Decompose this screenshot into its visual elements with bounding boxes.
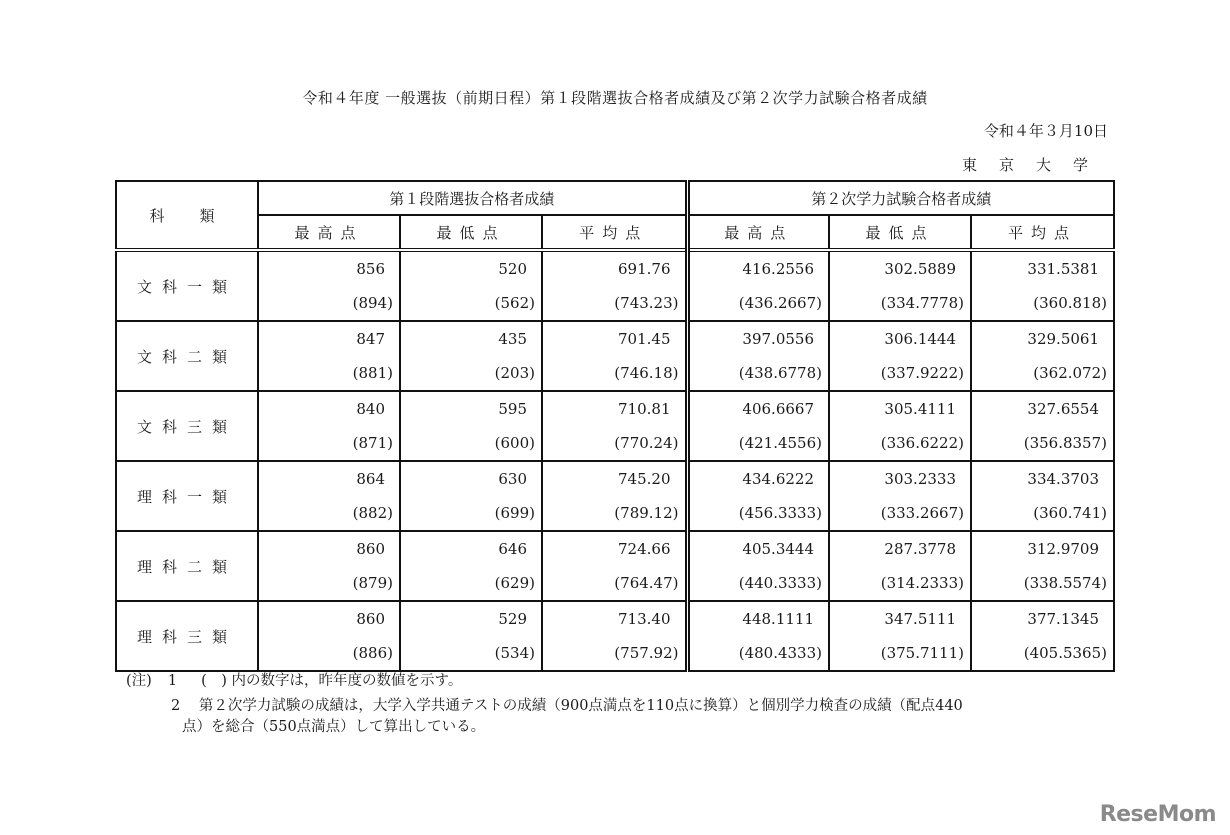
- previous-year-value: (375.7111): [880, 644, 964, 662]
- score-cell: [687, 531, 829, 601]
- current-value: 595: [498, 400, 527, 418]
- column-header: 平均点: [542, 215, 687, 250]
- current-value: 312.9709: [1027, 540, 1099, 558]
- table-row: [116, 531, 1114, 601]
- previous-year-value: (203): [494, 364, 535, 382]
- previous-year-value: (881): [352, 364, 393, 382]
- previous-year-value: (480.4333): [738, 644, 822, 662]
- page-title: 令和４年度 一般選抜（前期日程）第１段階選抜合格者成績及び第２次学力試験合格者成績: [302, 89, 928, 107]
- note-1-number: 1: [167, 673, 178, 689]
- previous-year-value: (879): [352, 574, 393, 592]
- previous-year-value: (629): [494, 574, 535, 592]
- current-value: 287.3778: [884, 540, 956, 558]
- score-cell: [971, 391, 1114, 461]
- current-value: 856: [356, 260, 385, 278]
- current-value: 630: [498, 470, 527, 488]
- score-cell: [829, 250, 971, 321]
- previous-year-value: (334.7778): [880, 294, 964, 312]
- score-cell: [400, 391, 542, 461]
- score-cell: [971, 250, 1114, 321]
- score-cell: [829, 321, 971, 391]
- score-cell: [971, 531, 1114, 601]
- current-value: 331.5381: [1027, 260, 1099, 278]
- previous-year-value: (456.3333): [738, 504, 822, 522]
- current-value: 303.2333: [884, 470, 956, 488]
- previous-year-value: (894): [352, 294, 393, 312]
- score-cell: [971, 601, 1114, 671]
- current-value: 434.6222: [742, 470, 814, 488]
- current-value: 302.5889: [884, 260, 956, 278]
- score-cell: [542, 601, 687, 671]
- note-2-text: 第２次学力試験の成績は，大学入学共通テストの成績（900点満点を110点に換算）と個別学力検査の成績（配点440: [198, 698, 963, 714]
- table-row: [116, 601, 1114, 671]
- current-value: 448.1111: [742, 610, 814, 628]
- column-header: 最高点: [687, 215, 829, 250]
- previous-year-value: (360.818): [1033, 294, 1107, 312]
- note-2-number: 2: [171, 698, 181, 714]
- previous-year-value: (337.9222): [880, 364, 964, 382]
- previous-year-value: (333.2667): [880, 504, 964, 522]
- previous-year-value: (882): [352, 504, 393, 522]
- previous-year-value: (699): [494, 504, 535, 522]
- score-cell: [687, 250, 829, 321]
- score-cell: [258, 391, 400, 461]
- current-value: 724.66: [618, 540, 671, 558]
- current-value: 305.4111: [884, 400, 956, 418]
- current-value: 327.6554: [1027, 400, 1099, 418]
- current-value: 840: [356, 400, 385, 418]
- previous-year-value: (356.8357): [1023, 434, 1107, 452]
- category-cell: 文科三類: [116, 391, 258, 461]
- score-cell: [829, 391, 971, 461]
- current-value: 745.20: [618, 470, 671, 488]
- score-cell: [258, 250, 400, 321]
- current-value: 397.0556: [742, 330, 814, 348]
- category-cell: 理科一類: [116, 461, 258, 531]
- previous-year-value: (789.12): [614, 504, 679, 522]
- notes: [126, 671, 1121, 738]
- table-row: [116, 461, 1114, 531]
- score-cell: [687, 321, 829, 391]
- score-cell: [258, 531, 400, 601]
- previous-year-value: (757.92): [614, 644, 679, 662]
- note-1-text: ( ) 内の数字は，昨年度の数値を示す。: [201, 673, 463, 689]
- current-value: 710.81: [618, 400, 671, 418]
- previous-year-value: (338.5574): [1023, 574, 1107, 592]
- previous-year-value: (534): [494, 644, 535, 662]
- category-cell: 文科二類: [116, 321, 258, 391]
- score-cell: [687, 461, 829, 531]
- current-value: 435: [498, 330, 527, 348]
- current-value: 334.3703: [1027, 470, 1099, 488]
- previous-year-value: (746.18): [614, 364, 679, 382]
- previous-year-value: (440.3333): [738, 574, 822, 592]
- column-header: 平均点: [971, 215, 1114, 250]
- current-value: 377.1345: [1027, 610, 1099, 628]
- column-header: 最低点: [829, 215, 971, 250]
- group-header-second-exam: 第２次学力試験合格者成績: [687, 181, 1114, 215]
- current-value: 306.1444: [884, 330, 956, 348]
- previous-year-value: (360.741): [1033, 504, 1107, 522]
- note-2-continuation: 点）を総合（550点満点）して算出している。: [182, 719, 486, 735]
- previous-year-value: (886): [352, 644, 393, 662]
- column-header: 最低点: [400, 215, 542, 250]
- current-value: 416.2556: [742, 260, 814, 278]
- current-value: 406.6667: [742, 400, 814, 418]
- table-row: [116, 391, 1114, 461]
- score-cell: [829, 461, 971, 531]
- results-table: [115, 180, 1115, 672]
- current-value: 691.76: [618, 260, 671, 278]
- previous-year-value: (562): [494, 294, 535, 312]
- current-value: 329.5061: [1027, 330, 1099, 348]
- current-value: 529: [498, 610, 527, 628]
- previous-year-value: (405.5365): [1023, 644, 1107, 662]
- previous-year-value: (871): [352, 434, 393, 452]
- score-cell: [687, 601, 829, 671]
- category-cell: 文科一類: [116, 250, 258, 321]
- table-row: [116, 250, 1114, 321]
- current-value: 520: [498, 260, 527, 278]
- previous-year-value: (438.6778): [738, 364, 822, 382]
- current-value: 701.45: [618, 330, 671, 348]
- current-value: 847: [356, 330, 385, 348]
- category-cell: 理科二類: [116, 531, 258, 601]
- score-cell: [542, 391, 687, 461]
- category-cell: 理科三類: [116, 601, 258, 671]
- score-cell: [400, 321, 542, 391]
- score-cell: [400, 250, 542, 321]
- previous-year-value: (436.2667): [738, 294, 822, 312]
- previous-year-value: (743.23): [614, 294, 679, 312]
- current-value: 713.40: [618, 610, 671, 628]
- score-cell: [258, 321, 400, 391]
- group-header-first-stage: 第１段階選抜合格者成績: [258, 181, 687, 215]
- previous-year-value: (314.2333): [880, 574, 964, 592]
- document-date: 令和４年３月10日: [983, 122, 1108, 140]
- current-value: 646: [498, 540, 527, 558]
- organization-name: 東京大学: [961, 156, 1110, 174]
- resemom-logo: ReseMom: [1099, 802, 1216, 827]
- score-cell: [542, 461, 687, 531]
- score-cell: [400, 461, 542, 531]
- previous-year-value: (600): [494, 434, 535, 452]
- score-cell: [971, 461, 1114, 531]
- current-value: 347.5111: [884, 610, 956, 628]
- score-cell: [542, 250, 687, 321]
- notes-label: (注): [126, 673, 152, 689]
- score-cell: [258, 601, 400, 671]
- score-cell: [971, 321, 1114, 391]
- current-value: 860: [356, 610, 385, 628]
- score-cell: [542, 531, 687, 601]
- previous-year-value: (336.6222): [880, 434, 964, 452]
- current-value: 860: [356, 540, 385, 558]
- category-header: 科 類: [116, 181, 258, 250]
- column-header: 最高点: [258, 215, 400, 250]
- previous-year-value: (421.4556): [738, 434, 822, 452]
- score-cell: [829, 601, 971, 671]
- score-cell: [687, 391, 829, 461]
- current-value: 864: [356, 470, 385, 488]
- score-cell: [400, 531, 542, 601]
- current-value: 405.3444: [742, 540, 814, 558]
- table-row: [116, 321, 1114, 391]
- score-cell: [542, 321, 687, 391]
- score-cell: [400, 601, 542, 671]
- score-cell: [829, 531, 971, 601]
- score-cell: [258, 461, 400, 531]
- previous-year-value: (764.47): [614, 574, 679, 592]
- previous-year-value: (770.24): [614, 434, 679, 452]
- previous-year-value: (362.072): [1033, 364, 1107, 382]
